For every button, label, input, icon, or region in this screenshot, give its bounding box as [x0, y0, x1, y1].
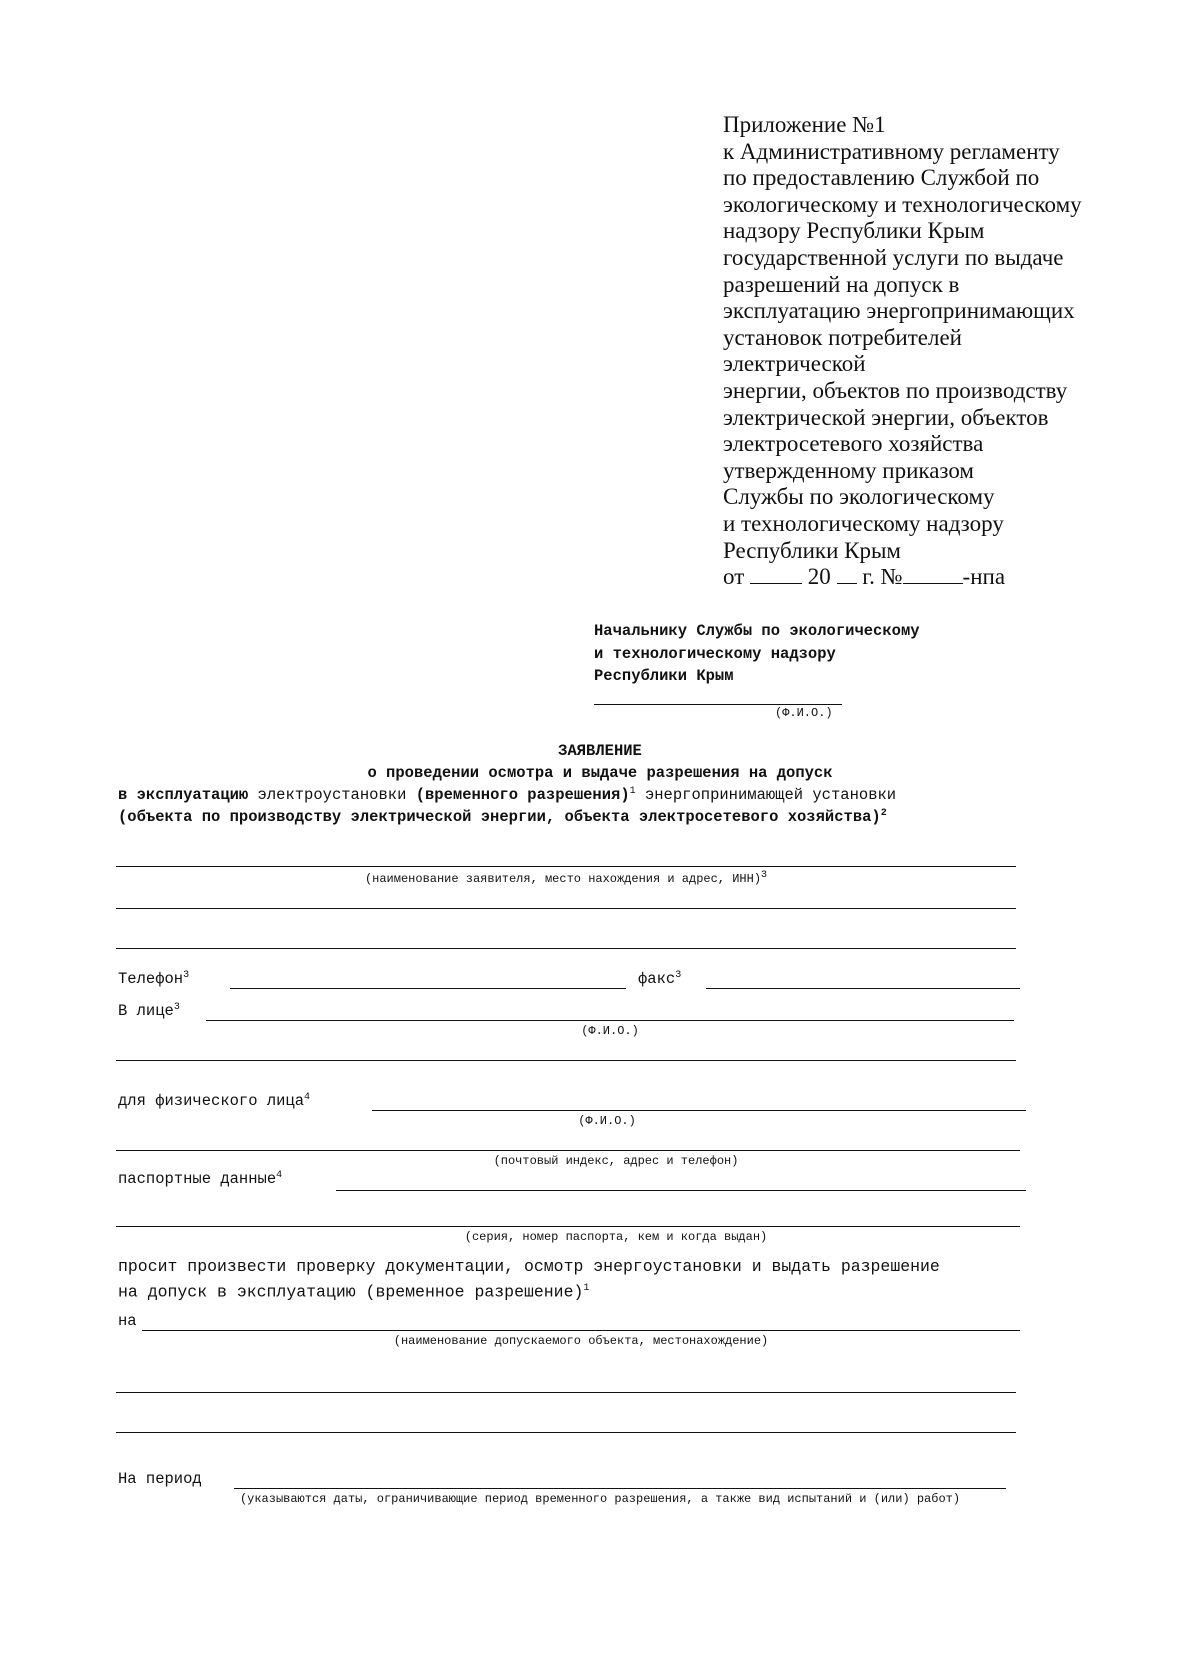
- label-text: для физического лица: [118, 1092, 305, 1111]
- subtitle-part: (объекта по производству электрической энергии, объекта электросетевого хозяйства): [118, 808, 881, 827]
- phone-label: [118, 970, 189, 988]
- postal-caption: (почтовый индекс, адрес и телефон): [493, 1154, 739, 1168]
- passport-caption: (серия, номер паспорта, кем и когда выдан): [464, 1230, 768, 1244]
- form-subtitle-line3: [118, 808, 887, 826]
- appendix-line: государственной услуги по выдаче: [723, 244, 1064, 270]
- footnote-mark: 1: [583, 1283, 590, 1294]
- form-subtitle-line2: [118, 786, 896, 804]
- request-text: на допуск в эксплуатацию (временное разрешение): [118, 1282, 584, 1302]
- appendix-line: разрешений на допуск в: [723, 271, 960, 297]
- person-caption: (Ф.И.О.): [581, 1024, 639, 1038]
- request-line1: просит произвести проверку документации, осмотр энергоустановки и выдать разрешение: [118, 1257, 940, 1276]
- applicant-field-line[interactable]: [116, 948, 1016, 949]
- object-field[interactable]: [142, 1330, 1020, 1331]
- addressee-line: Начальнику Службы по экологическому: [594, 622, 920, 640]
- postal-field[interactable]: [116, 1150, 1020, 1151]
- period-field[interactable]: [234, 1488, 1006, 1489]
- footnote-mark: 3: [183, 970, 190, 981]
- object-caption: (наименование допускаемого объекта, местонахождение): [393, 1334, 769, 1348]
- individual-fio-field[interactable]: [372, 1110, 1026, 1111]
- form-subtitle-line1: о проведении осмотра и выдаче разрешения на допуск: [367, 764, 833, 782]
- number-blank[interactable]: [903, 565, 963, 584]
- person-field[interactable]: [206, 1020, 1014, 1021]
- fax-label: [638, 970, 681, 988]
- appendix-line: утвержденному приказом: [723, 457, 974, 483]
- object-field-extra[interactable]: [116, 1432, 1016, 1433]
- appendix-block: [723, 112, 1143, 591]
- form-title: ЗАЯВЛЕНИЕ: [558, 742, 642, 760]
- subtitle-part: (временного разрешения): [415, 786, 630, 805]
- appendix-line: надзору Республики Крым: [723, 218, 985, 244]
- addressee-fio-caption: (Ф.И.О.): [775, 706, 833, 720]
- request-line2: [118, 1278, 589, 1304]
- phone-field[interactable]: [230, 988, 626, 989]
- label-text: факс: [638, 970, 676, 989]
- passport-field-extra[interactable]: [116, 1226, 1020, 1227]
- addressee-fio-field[interactable]: [594, 704, 842, 705]
- appendix-line: Службы по экологическому: [723, 484, 995, 510]
- caption-text: (наименование заявителя, место нахождения и адрес, ИНН): [364, 872, 762, 886]
- label-text: Телефон: [118, 970, 184, 989]
- appendix-line: электрической энергии, объектов: [723, 404, 1049, 430]
- appendix-line: электрической: [723, 351, 866, 377]
- footnote-mark: 4: [276, 1170, 283, 1181]
- applicant-field-line[interactable]: [116, 866, 1016, 867]
- appendix-line: установок потребителей: [723, 324, 962, 350]
- subtitle-part: электроустановки: [257, 786, 407, 805]
- year-prefix: 20: [807, 564, 831, 590]
- footnote-mark: 2: [880, 808, 887, 819]
- appendix-line: к Административному регламенту: [723, 138, 1060, 164]
- npa-suffix: -нпа: [962, 564, 1006, 590]
- applicant-field-line[interactable]: [116, 908, 1016, 909]
- day-month-blank[interactable]: [750, 565, 802, 584]
- date-from-label: от: [723, 564, 745, 590]
- label-text: паспортные данные: [118, 1170, 277, 1189]
- period-label: На период: [118, 1470, 202, 1488]
- person-field-extra[interactable]: [116, 1060, 1016, 1061]
- subtitle-part: энергопринимающей установки: [644, 786, 897, 805]
- appendix-line: энергии, объектов по производству: [723, 377, 1068, 403]
- appendix-line: экологическому и технологическому: [723, 191, 1082, 217]
- person-label: [118, 1002, 180, 1020]
- appendix-line: электросетевого хозяйства: [723, 431, 984, 457]
- individual-label: [118, 1092, 310, 1110]
- appendix-line: эксплуатацию энергопринимающих: [723, 298, 1075, 324]
- label-text: В лице: [118, 1002, 174, 1021]
- individual-caption: (Ф.И.О.): [578, 1114, 636, 1128]
- footnote-mark: 3: [761, 870, 768, 881]
- addressee-line: Республики Крым: [594, 667, 734, 685]
- footnote-mark: 1: [629, 786, 636, 797]
- appendix-line: по предоставлению Службой по: [723, 165, 1040, 191]
- year-blank[interactable]: [837, 565, 857, 584]
- addressee-block: [594, 620, 920, 688]
- subtitle-part: в эксплуатацию: [118, 786, 249, 805]
- passport-field[interactable]: [336, 1190, 1026, 1191]
- appendix-line: Республики Крым: [723, 537, 901, 563]
- appendix-date-line: [723, 564, 1143, 591]
- object-label: на: [118, 1312, 137, 1330]
- footnote-mark: 3: [675, 970, 682, 981]
- footnote-mark: 4: [304, 1092, 311, 1103]
- appendix-line: Приложение №1: [723, 112, 886, 137]
- period-caption: (указываются даты, ограничивающие период временного разрешения, а также вид испытаний и (или) работ): [239, 1492, 961, 1506]
- object-field-extra[interactable]: [116, 1392, 1016, 1393]
- appendix-line: и технологическому надзору: [723, 510, 1004, 536]
- applicant-caption: [116, 870, 1016, 886]
- footnote-mark: 3: [173, 1002, 180, 1013]
- addressee-line: и технологическому надзору: [594, 644, 836, 663]
- passport-label: [118, 1170, 282, 1188]
- number-label: г. №: [862, 564, 903, 590]
- fax-field[interactable]: [706, 988, 1020, 989]
